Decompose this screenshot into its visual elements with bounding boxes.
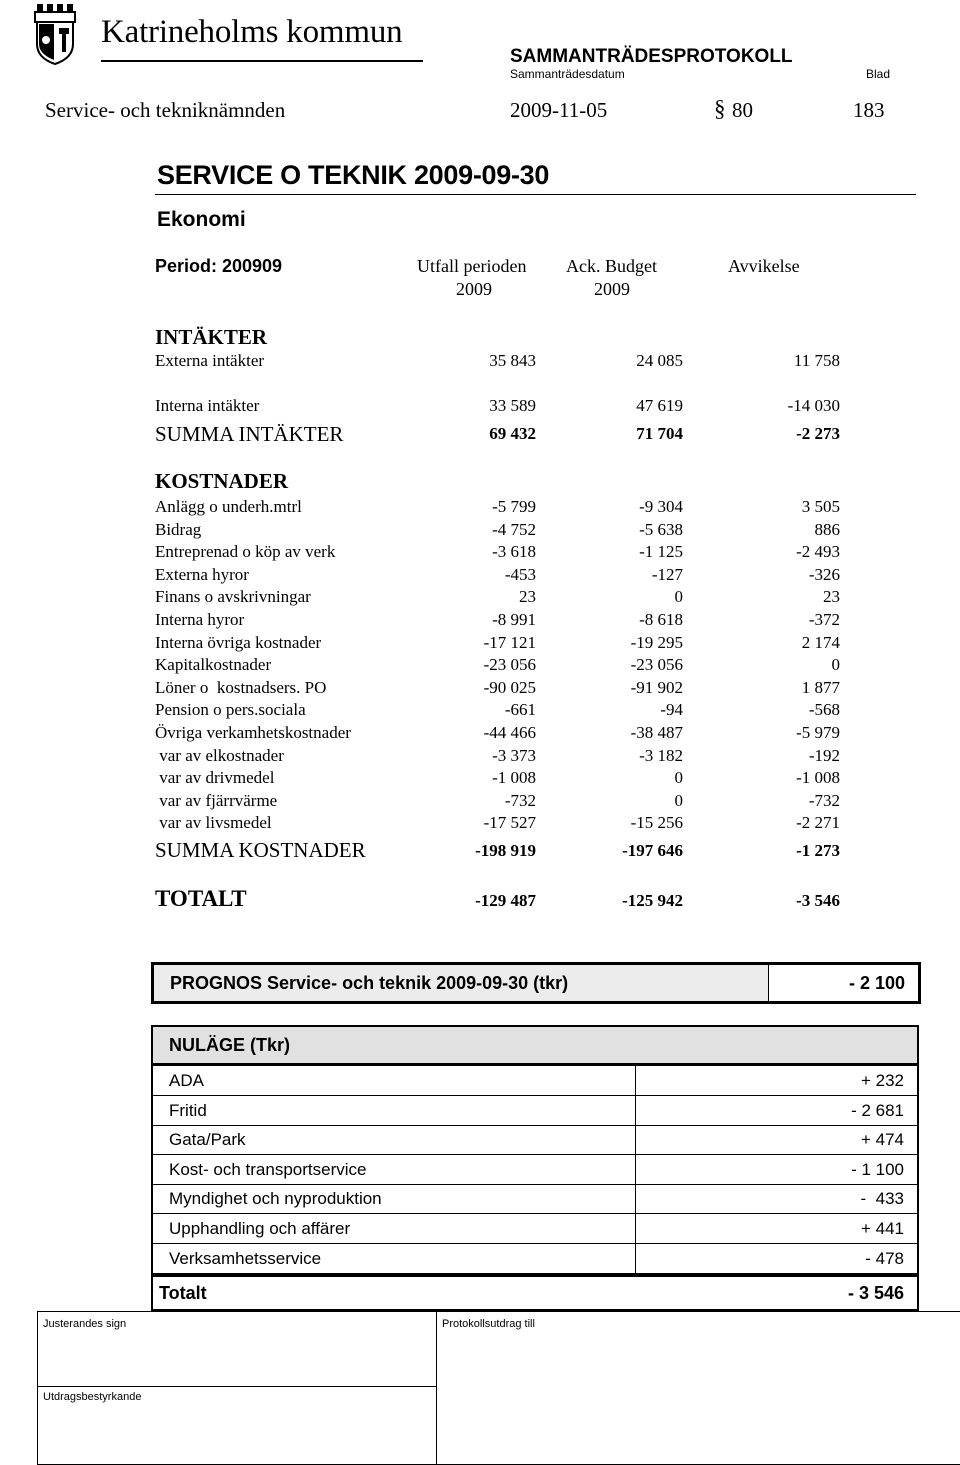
report-title: SERVICE O TEKNIK 2009-09-30: [157, 160, 550, 190]
table-row: [0, 678, 960, 700]
page-number: 183: [853, 98, 885, 122]
table-row: [0, 587, 960, 609]
kommun-name: Katrineholms kommun: [101, 14, 403, 50]
row-avvikelse: -1 273: [796, 841, 840, 860]
nulage-row: [153, 1184, 917, 1214]
row-budget: -127: [651, 564, 683, 584]
nulage-column-divider: [635, 1125, 636, 1154]
nulage-row-value: + 441: [860, 1219, 904, 1238]
table-row: [0, 520, 960, 542]
nulage-table: [151, 1025, 919, 1311]
table-row: [0, 396, 960, 418]
blad-label: Blad: [866, 67, 891, 81]
report-subtitle: Ekonomi: [157, 208, 246, 231]
row-budget: -125 942: [622, 891, 683, 910]
table-row: [0, 497, 960, 519]
nulage-row-label: Fritid: [169, 1100, 207, 1120]
prognos-box: [151, 962, 921, 1004]
row-budget: -5 638: [639, 519, 683, 539]
row-avvikelse: -568: [808, 700, 840, 720]
footer-divider: [38, 1386, 437, 1387]
row-budget: -15 256: [630, 813, 683, 833]
nulage-row-label: Myndighet och nyproduktion: [169, 1189, 382, 1209]
row-avvikelse: 11 758: [793, 351, 840, 370]
row-avvikelse: -5 979: [796, 723, 840, 742]
row-avvikelse: -2 273: [796, 424, 840, 443]
table-row: [0, 542, 960, 564]
nulage-column-divider: [635, 1155, 636, 1184]
row-avvikelse: 1 877: [801, 677, 840, 697]
footer-divider: [436, 1312, 437, 1464]
nulage-header: [153, 1027, 917, 1066]
row-label: SUMMA INTÄKTER: [155, 422, 344, 446]
row-avvikelse: 3 505: [801, 497, 840, 516]
row-budget: -8 618: [639, 610, 683, 629]
row-label: var av livsmedel: [155, 813, 272, 833]
intakter-heading: INTÄKTER: [155, 325, 268, 349]
row-label: Interna intäkter: [155, 396, 260, 415]
row-utfall: 35 843: [489, 351, 536, 370]
row-utfall: -3 618: [492, 542, 536, 562]
nulage-row: [153, 1096, 917, 1126]
row-utfall: 69 432: [489, 424, 536, 443]
nulage-total-row: [153, 1274, 917, 1309]
row-utfall: -453: [504, 564, 536, 584]
row-utfall: -4 752: [492, 519, 536, 539]
row-budget: 0: [674, 790, 683, 810]
protokoll-title: SAMMANTRÄDESPROTOKOLL: [510, 46, 793, 67]
col-avvikelse-header: Avvikelse: [728, 256, 800, 276]
row-utfall: -90 025: [483, 677, 536, 697]
kommun-underline: [101, 60, 423, 62]
paragraph-number: 80: [732, 98, 753, 122]
row-budget: 24 085: [636, 351, 683, 370]
row-avvikelse: -1 008: [796, 768, 840, 788]
utdragsbestyrkande-label: Utdragsbestyrkande: [43, 1391, 142, 1403]
row-avvikelse: -732: [808, 790, 840, 810]
row-budget: 0: [674, 768, 683, 788]
row-label: Övriga verkamhetskostnader: [155, 723, 351, 742]
col-budget-header: Ack. Budget: [566, 256, 657, 276]
nulage-row: [153, 1244, 917, 1274]
row-label: Finans o avskrivningar: [155, 587, 311, 607]
row-budget: -19 295: [630, 632, 683, 652]
row-utfall: -8 991: [492, 610, 536, 629]
row-utfall: -23 056: [483, 655, 536, 675]
nulage-column-divider: [635, 1244, 636, 1273]
nulage-column-divider: [635, 1066, 636, 1095]
row-avvikelse: -3 546: [796, 891, 840, 910]
row-avvikelse: 2 174: [801, 632, 840, 652]
signature-footer: [37, 1311, 960, 1465]
row-label: var av elkostnader: [155, 745, 284, 765]
nulage-heading: NULÄGE (Tkr): [169, 1035, 290, 1055]
row-avvikelse: -2 271: [796, 813, 840, 833]
row-label: Pension o pers.sociala: [155, 700, 306, 720]
table-row: [0, 791, 960, 813]
prognos-label: PROGNOS Service- och teknik 2009-09-30 (tkr): [170, 973, 569, 993]
nulage-row-value: - 1 100: [851, 1159, 904, 1179]
row-label: SUMMA KOSTNADER: [155, 838, 366, 862]
nulage-row-value: + 232: [860, 1071, 904, 1090]
row-utfall: -198 919: [475, 841, 536, 860]
namnd-name: Service- och tekniknämnden: [45, 98, 286, 122]
nulage-row: [153, 1125, 917, 1155]
row-budget: 71 704: [636, 424, 683, 443]
table-row: [0, 700, 960, 722]
table-row: [0, 746, 960, 768]
justerandes-sign-label: Justerandes sign: [43, 1318, 127, 1330]
row-label: Externa intäkter: [155, 351, 265, 370]
table-row: [0, 351, 960, 373]
table-row: [0, 813, 960, 835]
meeting-date: 2009-11-05: [510, 98, 608, 122]
row-utfall: -661: [504, 700, 536, 720]
row-avvikelse: -372: [808, 610, 840, 629]
row-budget: -3 182: [639, 745, 683, 765]
row-avvikelse: -2 493: [796, 542, 840, 562]
row-budget: -91 902: [630, 677, 683, 697]
table-row: [0, 655, 960, 677]
row-avvikelse: -14 030: [787, 396, 840, 415]
nulage-row-label: ADA: [169, 1071, 204, 1090]
row-avvikelse: 886: [814, 519, 840, 539]
nulage-total-label: Totalt: [159, 1283, 207, 1303]
nulage-row-label: Gata/Park: [169, 1130, 246, 1150]
nulage-row-label: Upphandling och affärer: [169, 1219, 351, 1238]
row-utfall: -732: [504, 790, 536, 810]
prognos-label-cell: [154, 965, 769, 1001]
row-budget: -94: [660, 700, 683, 720]
nulage-row-label: Kost- och transportservice: [169, 1159, 367, 1179]
row-budget: -1 125: [639, 542, 683, 562]
table-row: [0, 565, 960, 587]
summa-kostnader-row: [0, 838, 960, 860]
row-utfall: -44 466: [483, 723, 536, 742]
col-utfall-year: 2009: [456, 279, 492, 299]
row-utfall: 23: [519, 587, 536, 607]
row-label: Externa hyror: [155, 564, 249, 584]
row-label: Anlägg o underh.mtrl: [155, 497, 302, 516]
row-utfall: -1 008: [492, 768, 536, 788]
row-utfall: -17 121: [483, 632, 536, 652]
datum-label: Sammanträdesdatum: [510, 67, 625, 81]
nulage-column-divider: [635, 1096, 636, 1125]
totalt-row: [0, 886, 960, 911]
table-row: [0, 610, 960, 632]
row-utfall: -3 373: [492, 745, 536, 765]
row-avvikelse: 23: [823, 587, 840, 607]
nulage-total-value: - 3 546: [847, 1283, 904, 1303]
title-rule: [155, 194, 916, 195]
protokollsutdrag-label: Protokollsutdrag till: [442, 1318, 535, 1330]
col-utfall-header: Utfall perioden: [417, 256, 527, 276]
row-label: Bidrag: [155, 519, 202, 539]
row-label: Kapitalkostnader: [155, 655, 272, 675]
nulage-row: [153, 1066, 917, 1096]
table-row: [0, 633, 960, 655]
row-budget: -38 487: [630, 723, 683, 742]
table-row: [0, 768, 960, 790]
row-label: var av drivmedel: [155, 768, 275, 788]
nulage-row-value: - 478: [865, 1248, 904, 1268]
row-label: Interna övriga kostnader: [155, 632, 322, 652]
nulage-row: [153, 1155, 917, 1185]
nulage-row-value: - 433: [860, 1189, 904, 1209]
prognos-value: - 2 100: [848, 973, 905, 993]
row-avvikelse: -326: [808, 564, 840, 584]
nulage-row-value: - 2 681: [851, 1100, 904, 1120]
row-budget: 47 619: [636, 396, 683, 415]
row-label: var av fjärrvärme: [155, 790, 278, 810]
row-utfall: -5 799: [492, 497, 536, 516]
row-avvikelse: -192: [808, 745, 840, 765]
row-budget: -23 056: [630, 655, 683, 675]
row-label: Interna hyror: [155, 610, 245, 629]
row-budget: -197 646: [622, 841, 683, 860]
nulage-column-divider: [635, 1214, 636, 1243]
kommun-coat-of-arms-icon: [33, 2, 77, 66]
row-avvikelse: 0: [831, 655, 840, 675]
paragraph-symbol: §: [714, 96, 726, 121]
nulage-column-divider: [635, 1184, 636, 1213]
period-label: Period: 200909: [155, 256, 283, 276]
row-label: Entreprenad o köp av verk: [155, 542, 336, 562]
row-label: Löner o kostnadsers. PO: [155, 677, 327, 697]
row-budget: 0: [674, 587, 683, 607]
col-budget-year: 2009: [594, 279, 630, 299]
row-budget: -9 304: [639, 497, 683, 516]
kostnader-heading: KOSTNADER: [155, 469, 289, 493]
row-utfall: -129 487: [475, 891, 536, 910]
summa-intakter-row: [0, 422, 960, 444]
row-label: TOTALT: [155, 886, 247, 911]
nulage-row: [153, 1214, 917, 1244]
table-row: [0, 723, 960, 745]
row-utfall: -17 527: [483, 813, 536, 833]
nulage-row-label: Verksamhetsservice: [169, 1248, 322, 1268]
nulage-row-value: + 474: [860, 1130, 904, 1150]
row-utfall: 33 589: [489, 396, 536, 415]
